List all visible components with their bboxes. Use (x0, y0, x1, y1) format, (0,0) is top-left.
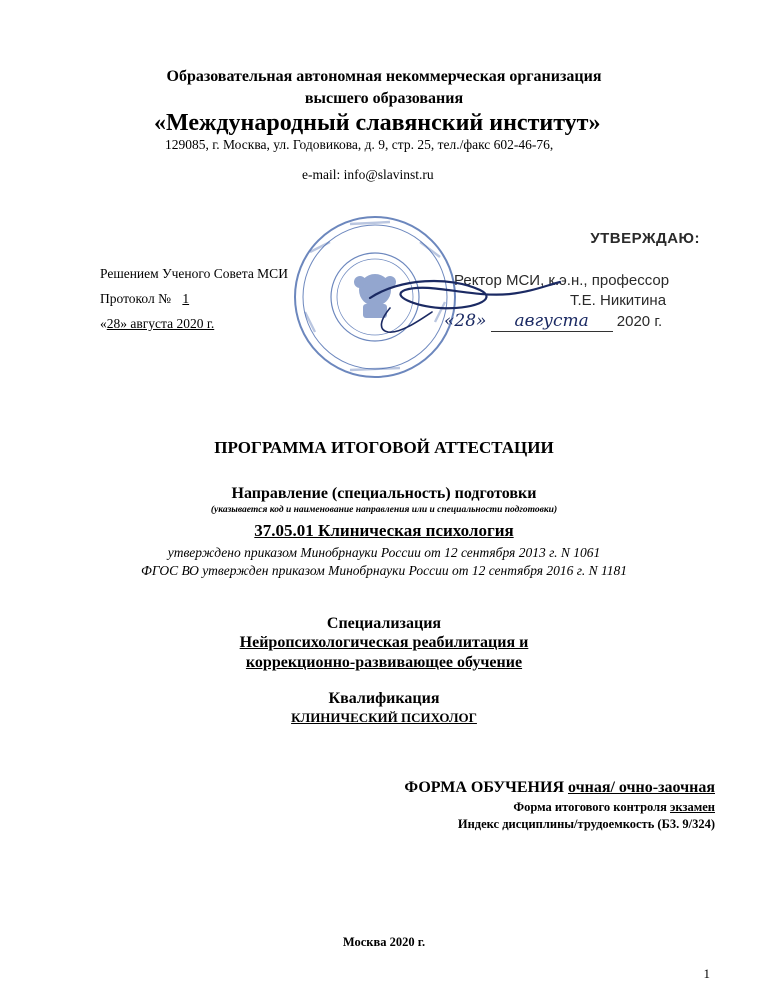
direction-value-wrap (0, 521, 768, 541)
program-title: ПРОГРАММА ИТОГОВОЙ АТТЕСТАЦИИ (214, 438, 554, 457)
page-number: 1 (703, 966, 710, 981)
council-date-open: « (100, 316, 107, 331)
direction-note: (указывается код и наименование направления или и специальности подготовки) (210, 505, 558, 515)
council-date (100, 316, 214, 332)
specialization-label: Специализация (326, 615, 442, 632)
order-1: утверждено приказом Минобрнауки России от 12 сентября 2013 г. N 1061 (167, 545, 601, 560)
control-value: экзамен (670, 800, 715, 814)
specialization-line2: коррекционно-развивающее обучение (245, 654, 523, 671)
rector-line: Ректор МСИ, к.э.н., профессор (454, 272, 670, 289)
discipline-index: Индекс дисциплины/трудоемкость (Б3. 9/324) (457, 817, 715, 831)
org-line-1: Образовательная автономная некоммерческая организация (166, 68, 602, 85)
org-line-2: высшего образования (304, 90, 464, 107)
specialization-line2-wrap (0, 654, 768, 672)
address-line: 129085, г. Москва, ул. Годовикова, д. 9, стр. 25, тел./факс 602-46-76, (165, 137, 554, 152)
form-line (404, 779, 715, 797)
email-line: e-mail: info@slavinst.ru (302, 167, 434, 182)
specialization-line1: Нейропсихологическая реабилитация и (239, 634, 529, 651)
council-date-value: 28» августа 2020 г. (106, 316, 215, 331)
approval-month: августа (491, 311, 613, 332)
protocol-label: Протокол № (100, 291, 171, 306)
city-year: Москва 2020 г. (342, 935, 426, 949)
council-decision: Решением Ученого Совета МСИ (100, 266, 288, 281)
direction-label: Направление (специальность) подготовки (231, 485, 537, 502)
approval-day: «28» (444, 311, 487, 331)
rector-name: Т.Е. Никитина (570, 292, 667, 309)
qualification-label: Квалификация (328, 690, 440, 707)
control-label: Форма итогового контроля (513, 800, 667, 814)
order-2: ФГОС ВО утвержден приказом Минобрнауки России от 12 сентября 2016 г. N 1181 (140, 563, 628, 578)
protocol-line (100, 291, 202, 307)
protocol-number: 1 (182, 291, 190, 306)
qualification-value: КЛИНИЧЕСКИЙ ПСИХОЛОГ (291, 710, 477, 725)
form-value: очная/ очно-заочная (568, 779, 715, 796)
control-line (513, 800, 715, 815)
qualification-value-wrap (0, 709, 768, 727)
rector-signature (360, 268, 570, 338)
approval-year: 2020 г. (616, 313, 663, 330)
institute-name: «Международный славянский институт» (154, 110, 601, 136)
direction-value: 37.05.01 Клиническая психология (254, 521, 514, 540)
specialization-line1-wrap (0, 634, 768, 652)
form-label: ФОРМА ОБУЧЕНИЯ (404, 779, 564, 796)
approval-title: УТВЕРЖДАЮ: (590, 230, 700, 247)
